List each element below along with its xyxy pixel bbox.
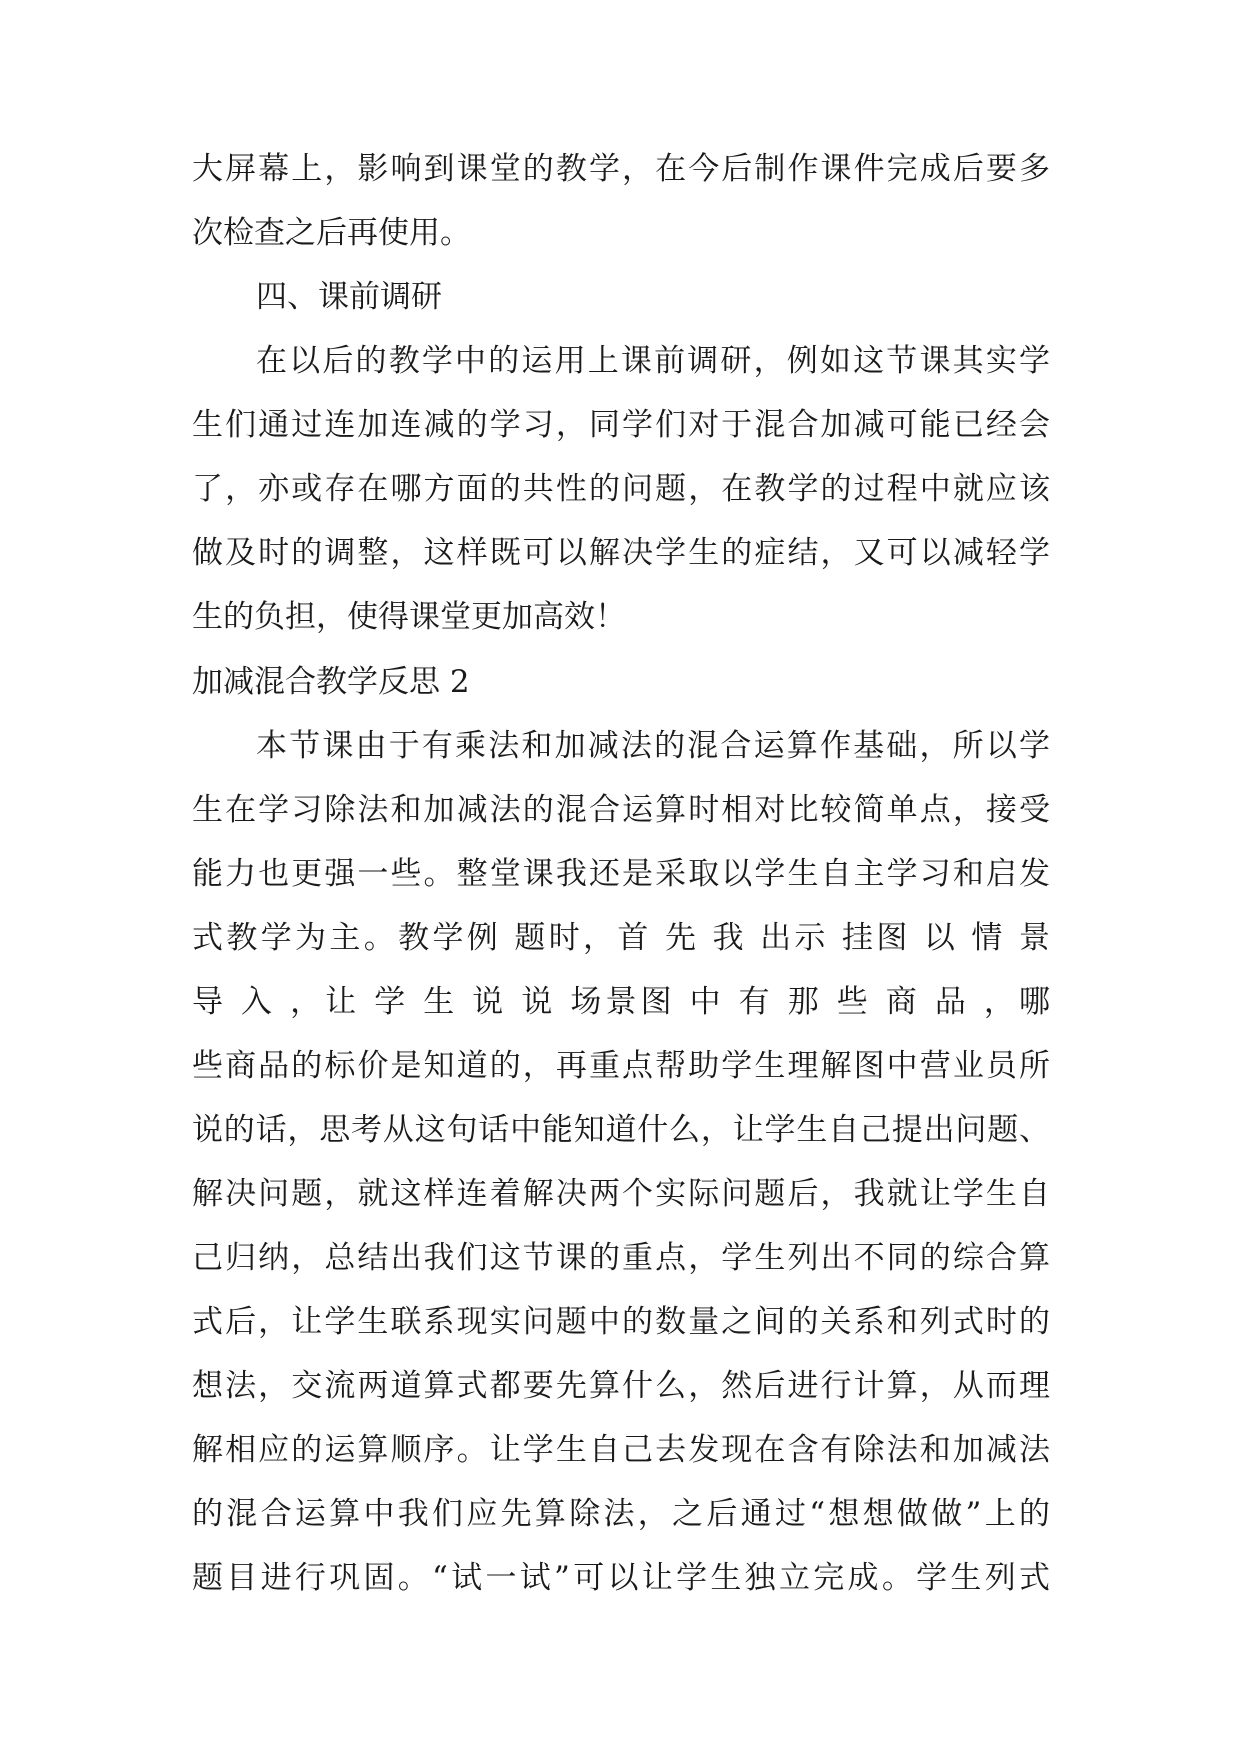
text-line: 生在学习除法和加减法的混合运算时相对比较简单点，接受 [192,792,1050,828]
text-line: 本节课由于有乘法和加减法的混合运算作基础，所以学 [256,728,1050,764]
text-line: 能力也更强一些。整堂课我还是采取以学生自主学习和启发 [192,856,1050,892]
text-line: 的混合运算中我们应先算除法，之后通过“想想做做”上的 [192,1496,1050,1532]
text-line: 解相应的运算顺序。让学生自己去发现在含有除法和加减法 [192,1432,1050,1468]
text-line: 在以后的教学中的运用上课前调研，例如这节课其实学 [256,343,1050,379]
text-line: 说的话，思考从这句话中能知道什么，让学生自己提出问题、 [192,1112,1050,1148]
section2-title-block [192,650,1050,714]
text-line: 了，亦或存在哪方面的共性的问题，在教学的过程中就应该 [192,471,1050,507]
section-title: 加减混合教学反思 2 [192,664,470,700]
text-line: 式教学为主。教学例 题时，首 先 我 出示 挂图 以 情 景 [192,920,1050,956]
section-heading: 四、课前调研 [256,279,442,315]
text-line: 己归纳，总结出我们这节课的重点，学生列出不同的综合算 [192,1240,1050,1276]
section2-paragraph [192,714,1050,1610]
text-line: 想法，交流两道算式都要先算什么，然后进行计算，从而理 [192,1368,1050,1404]
text-line: 式后，让学生联系现实问题中的数量之间的关系和列式时的 [192,1304,1050,1340]
text-line: 做及时的调整，这样既可以解决学生的症结，又可以减轻学 [192,535,1050,571]
text-line: 导 入 ，让 学 生 说 说 场景图 中 有 那 些 商 品 ，哪 [192,984,1050,1020]
text-line: 大屏幕上，影响到课堂的教学，在今后制作课件完成后要多 [192,151,1050,187]
section1-heading-block [192,265,1050,329]
section1-continuation [192,137,1050,265]
section1-paragraph [192,329,1050,649]
text-line: 生们通过连加连减的学习，同学们对于混合加减可能已经会 [192,407,1050,443]
text-line: 些商品的标价是知道的，再重点帮助学生理解图中营业员所 [192,1048,1050,1084]
text-line: 次检查之后再使用。 [192,215,471,251]
text-line: 解决问题，就这样连着解决两个实际问题后，我就让学生自 [192,1176,1050,1212]
text-line: 生的负担，使得课堂更加高效！ [192,599,626,635]
text-line: 题目进行巩固。“试一试”可以让学生独立完成。学生列式 [192,1560,1050,1596]
